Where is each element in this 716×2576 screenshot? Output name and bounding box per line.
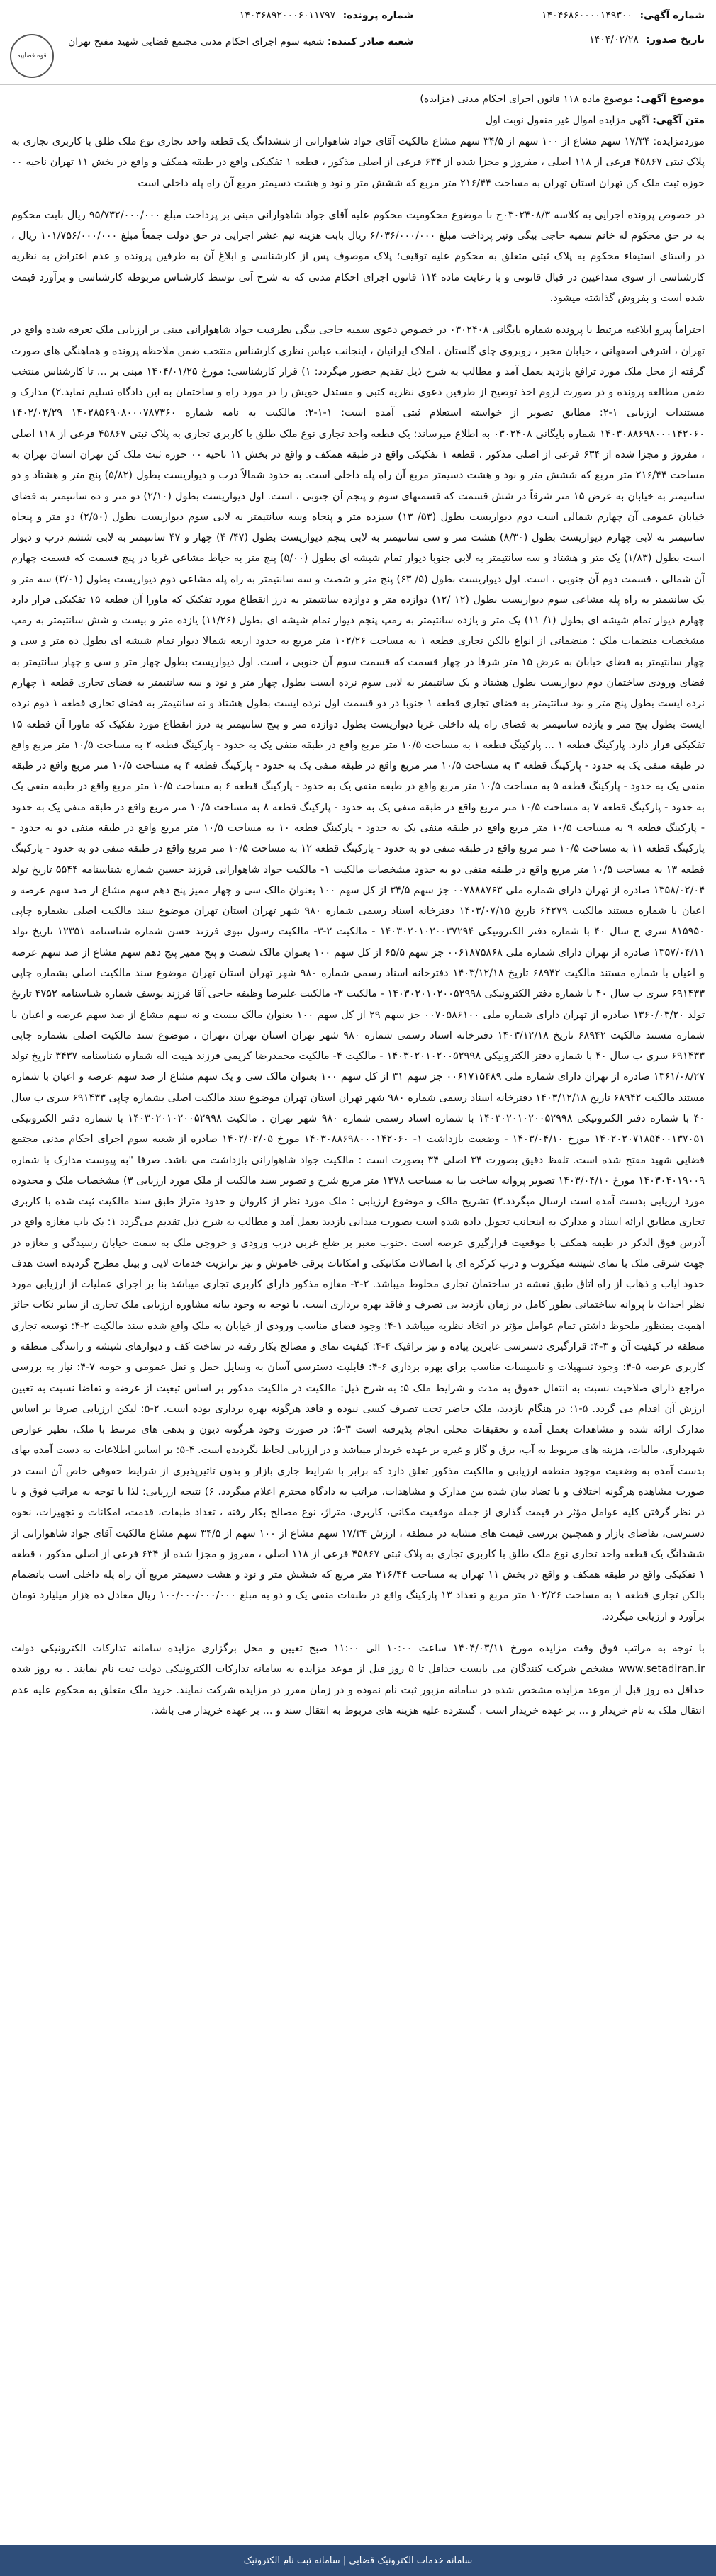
text-value: آگهی مزایده اموال غیر منقول نوبت اول [485, 115, 649, 126]
text-label: متن آگهی: [652, 115, 705, 126]
body-paragraph-expert-report: احتراماً پیرو ابلاغیه مرتبط با پرونده شماره بایگانی ۰۳۰۲۴۰۸ در خصوص دعوی سمیه حاجی بیگی بطرفیت جواد شاهوارانی مبنی بر ارزیابی ملک تعرفه شده واقع در تهران ، اشرفی اصفهانی ، خیابان مخبر ، روبروی چای گلستان ، املاک ایرانیان ، اینجانب عباس نظری کارشناس منتخب ضمن ملاحظه پرونده و هماهنگی های صورت گرفته از محل ملک مورد ترافع بازدید بعمل آمد و مطالب به شرح ذیل تقدیم حضور میگردد: ۱) قرار کارشناسی: مورخ ۱۴۰۴/۰۱/۲۵ مبنی بر ... تا کارشناس منتخب ضمن مطالعه پرونده و در صورت لزوم اخذ توضیح از طرفین دعوی نظریه کتبی و مستدل خویش را در مورد راه و ساختمان به این دادگاه تسلیم نماید.۲) مدارک و مستندات ارزیابی ۱-۲: مطابق تصویر از خواسته استعلام ثبتی آمده است: ۱-۱-۲: مالکیت به نامه شماره ۱۴۰۲۸۵۶۹۰۸۰۰۰۷۸۷۳۶۰ ۱۴۰۲/۰۳/۲۹ ۱۴۰۳۰۸۸۶۹۸۰۰۰۱۴۲۰۶۰ شماره بایگانی ۰۳۰۲۴۰۸ به اطلاع میرساند: یک قطعه واحد تجاری نوع ملک طلق با کاربری تجاری به پلاک ثبتی ۴۵۸۶۷ فرعی از ۱۱۸ اصلی ، مفروز و مجزا شده از ۶۳۴ فرعی از اصلی مذکور ، قطعه ۱ تفکیکی واقع در طبقه همکف و واقع در بخش ۱۱ ناحیه ۰۰ حوزه ثبت ملک کن تهران استان تهران به مساحت ۲۱۶/۴۴ متر مربع که ششش متر و نود و هشت دسیمتر مربع آن راه پله داخلی است. به حدود شمالاً درب و دیواریست بطول (۵/۸۲) پنج متر و هشتاد و دو سانتیمتر به خیابان به عرض ۱۵ متر شرقاً در شش قسمت که قسمتهای سوم و پنجم آن جنوبی ، است. اول دیواریست بطول (۲/۱۰) دو متر و ده سانتیمتر به فضای خیابان عمومی آن چهارم شمالی است دوم دیواریست بطول (۵۳/ ۱۳) سیزده متر و پنجاه وسه سانتیمتر به لابی سوم دیواریست بطول (۲/۵۰) دو متر و پنجاه سانتیمتر به لابی چهارم دیواریست بطول (۸/۳۰) هشت متر و سی سانتیمتر به لابی پنجم دیواریست بطول (۴۷/ ۴) چهار و ۴۷ سانتیمتر به لابی ششم درب و دیوار است بطول (۱/۸۳) یک متر و هشتاد و سه سانتیمتر به لابی جنوبا دیوار تمام شیشه ای بطول (۵/۰۰) پنج متر به حیاط مشاعی غربا در پنج قسمت که قسمت چهارم آن شمالی ، قسمت دوم آن جنوبی ، است. اول دیواریست بطول (۵/ ۶۳) پنج متر و شصت و سه سانتیمتر به راه پله مشاعی دوم دیواریست بطول (۳/۰۱) سه متر و یک سانتیمتر به راه پله مشاعی سوم دیواریست بطول (۱۲ /۱۲) دوازده متر و دوازده سانتیمتر به درز انقطاع مورد تفکیک که ماورا آن قطعه ۱۵ تفکیکی قرار دارد چهارم دیوار تمام شیشه ای بطول (۱/ ۱۱) یک متر و یازده سانتیمتر به رمپ پنجم دیوار تمام شیشه ای بطول (۱۱/۲۶) یازده متر و بیست و شش سانتیمتر به رمپ مشخصات منضمات ملک : منضماتی از انواع بالکن تجاری قطعه ۱ به مساحت ۱۰۲/۲۶ متر مربع به حدود اربعه شمالا دیوار تمام شیشه ای بطول ده متر و سی و چهار سانتیمتر به فضای خیابان به عرض ۱۵ متر شرقا در چهار قسمت که قسمت سوم آن جنوبی ، است. اول دیواریست بطول چهار متر و سی و چهار سانتیمتر به فضای ورودی ساختمان دوم دیواریست بطول هشتاد و یک سانتیمتر به لابی سوم نرده ایست بطول چهار متر و نود و سه سانتیمتر به فضای تجاری قطعه ۱ چهارم نرده ایست بطول پنج متر و نود سانتیمتر به فضای تجاری قطعه ۱ جنوبا در دو قسمت اول نرده ایست بطول هشتاد و نه سانتیمتر به فضای تجاری قطعه ۱ دوم نرده ایست بطول پنج متر و یازده سانتیمتر به فضای راه پله داخلی غربا دیواریست بطول دوازده متر و پنج سانتیمتر به درز انقطاع مورد تفکیک که ماورا آن قطعه ۱۵ تفکیکی قرار دارد. پارکینگ قطعه ۱ ... پارکینگ قطعه ۱ به مساحت ۱۰/۵ متر مربع واقع در طبقه منفی یک به حدود - پارکینگ قطعه ۲ به مساحت ۱۰/۵ متر مربع واقع در طبقه منفی یک به حدود - پارکینگ قطعه ۳ به مساحت ۱۰/۵ متر مربع واقع در طبقه منفی یک به حدود - پارکینگ قطعه ۴ به مساحت ۱۰/۵ متر مربع واقع در طبقه منفی یک به حدود - پارکینگ قطعه ۵ به مساحت ۱۰/۵ متر مربع واقع در طبقه منفی یک به حدود - پارکینگ قطعه ۶ به مساحت ۱۰/۵ متر مربع واقع در طبقه منفی یک به حدود - پارکینگ قطعه ۷ به مساحت ۱۰/۵ متر مربع واقع در طبقه منفی یک به حدود - پارکینگ قطعه ۸ به مساحت ۱۰/۵ متر مربع واقع در طبقه منفی یک به حدود - پارکینگ قطعه ۹ به مساحت ۱۰/۵ متر مربع واقع در طبقه منفی یک به حدود - پارکینگ قطعه ۱۰ به مساحت ۱۰/۵ متر مربع واقع در طبقه منفی دو به حدود - پارکینگ قطعه ۱۱ به مساحت ۱۰/۵ متر مربع واقع در طبقه منفی دو به حدود - پارکینگ قطعه ۱۲ به مساحت ۱۰/۵ متر مربع واقع در طبقه منفی دو به حدود - پارکینگ قطعه ۱۳ به مساحت ۱۰/۵ متر مربع واقع در طبقه منفی دو به حدود مشخصات مالکیت ۱- مالکیت جواد شاهوارانی فرزند حسین شماره شناسنامه ۵۵۴۴ تاریخ تولد ۱۳۵۸/۰۲/۰۴ صادره از تهران دارای شماره ملی ۰۰۷۸۸۸۷۶۳ جز سهم ۳۴/۵ از کل سهم ۱۰۰ بعنوان مالک سی و چهار ممیز پنج دهم سهم مشاع از صد سهم عرصه و اعیان با شماره مستند مالکیت ۶۴۲۷۹ تاریخ ۱۴۰۳/۰۷/۱۵ دفترخانه اسناد رسمی شماره ۹۸۰ شهر تهران استان تهران موضوع سند مالکیت اصلی بشماره چاپی ۸۱۵۹۵۰ سری ج سال ۴۰ با شماره دفتر الکترونیکی ۱۴۰۳۰۲۰۱۰۲۰۰۳۷۲۹۴ - مالکیت ۲-۳- مالکیت رسول نبوی فرزند حسن شماره شناسنامه ۱۲۳۵۱ تاریخ تولد ۱۳۵۷/۰۴/۱۱ صادره از تهران دارای شماره ملی ۰۰۶۱۸۷۵۸۶۸ جز سهم ۶۵/۵ از کل سهم ۱۰۰ بعنوان مالک شصت و پنج ممیز پنج دهم سهم مشاع از صد سهم عرصه و اعیان با شماره مستند مالکیت ۶۸۹۴۲ تاریخ ۱۴۰۳/۱۲/۱۸ دفترخانه اسناد رسمی شماره ۹۸۰ شهر تهران استان تهران موضوع سند مالکیت اصلی بشماره چاپی ۶۹۱۴۳۳ سری ب سال ۴۰ با شماره دفتر الکترونیکی ۱۴۰۳۰۲۰۱۰۲۰۰۵۲۹۹۸ - مالکیت ۳- مالکیت علیرضا وظیفه حاجی آقا فرزند یوسف شماره شناسنامه ۴۷۵۲ تاریخ تولد ۱۳۶۰/۰۳/۲۰ صادره از تهران دارای شماره ملی ۰۰۷۰۵۸۶۱۰۰ جز سهم ۲۹ از کل سهم ۱۰۰ بعنوان مالک بیست و نه سهم مشاع از صد سهم عرصه و اعیان با شماره مستند مالکیت ۶۸۹۴۲ تاریخ ۱۴۰۳/۱۲/۱۸ دفترخانه اسناد رسمی شماره ۹۸۰ شهر تهران استان تهران ،تهران ، موضوع سند مالکیت اصلی بشماره چاپی ۶۹۱۴۳۳ سری ب سال ۴۰ با شماره دفتر الکترونیکی ۱۴۰۳۰۲۰۱۰۲۰۰۵۲۹۹۸ - مالکیت ۴- مالکیت محمدرضا کریمی فرزند هیبت اله شماره شناسنامه ۳۴۳۷ تاریخ تولد ۱۳۶۱/۰۸/۲۷ صادره از تهران دارای شماره ملی ۰۰۶۱۷۱۵۴۸۹ جز سهم ۳۱ از کل سهم ۱۰۰ بعنوان مالک سی و یک سهم مشاع از صد سهم عرصه و اعیان با شماره مستند مالکیت ۶۸۹۴۲ تاریخ ۱۴۰۳/۱۲/۱۸ دفترخانه اسناد رسمی شماره ۹۸۰ شهر تهران استان تهران موضوع سند مالکیت اصلی بشماره چاپی ۶۹۱۴۳۳ سری ب سال ۴۰ با شماره دفتر الکترونیکی ۱۴۰۳۰۲۰۱۰۲۰۰۵۲۹۹۸ با شماره اسناد رسمی شماره ۹۸۰ شهر تهران . مالکیت ۱۴۰۳۰۲۰۱۰۲۰۰۵۲۹۹۸ با شماره دفتر الکترونیکی ۱۴۰۲۰۲۰۷۱۸۵۴۰۰۱۳۷۰۵۱ مورخ ۱۴۰۳/۰۴/۱۰ - وضعیت بازداشت ۱- ۱۴۰۳۰۸۸۶۹۸۰۰۰۱۴۲۰۶۰ مورخ ۱۴۰۲/۰۲/۰۵ صادره از شعبه سوم اجرای احکام مدنی مجتمع قضایی شهید مفتح شده است. تلفظ دقیق بصورت ۳۴ اصلی ۳۴ بصورت است : مالکیت جواد شاهوارانی بازداشت می باشد. صرفا "به پیوست مدارک با شماره ۱۴۰۳۰۴۰۱۹۰۰۹ مورخ ۱۴۰۳/۰۴/۱۰ تصویر پروانه ساخت بنا به مساحت ۱۳۷۸ متر مربع شرح و تصویر سند مالکیت از ملک مورد ارزیابی ۳) مشخصات ملک و محدوده مورد ارزیابی بدست آمده است ارسال میگردد.۳) تشریح مالک و موضوع ارزیابی : ملک مورد نظر از کاروان و حدود متراژ طبق سند مالکیت ثبت شده با کاربری تجاری مطابق ارائه اسناد و مدارک به اینجانب تحویل داده شده است بصورت میدانی بازدید بعمل آمد و مطالب به شرح ذیل تقدیم می‌گردد ۱: یک باب مغازه واقع در آدرس فوق الذکر در طبقه همکف با موقعیت قرارگیری عرصه است .جنوب معبر بر ضلع غربی درب ورودی و خروجی ملک به سمت خیابان رسیدگی و مغازه در جهت شرقی ملک با نمای شیشه میکروب و درب کرکره ای با اتصالات مکانیکی و امکانات برقی خاموش و نیز ترانزیت خدمات لایی و بیتل مطرح گردیده است هدف حدود ایاب و ذهاب از راه اتاق طبق نقشه در ساختمان تجاری مخلوط میباشد. ۲-۳- مغازه مذکور دارای کاربری تجاری میباشد بنا بر اجرای عملیات از ارزیابی مورد نظر احداث با پروانه ساختمانی بطور کامل در زمان بازدید بی تصرف و فاقد بهره برداری است. با توجه به وجود بیانه مشاوره ارزیابی ملک تجاری از سایر نکات حائز اهمیت بمنظور ملحوظ داشتن تمام عوامل مؤثر در اتخاذ نظریه میباشد ۱-۴: وجود فضای مناسب ورودی از خیابان به ملک واقع شده سند مالکیت ۲-۴: توسعه تجاری منطقه در کیفیت آن و ۳-۴: قرارگیری دسترسی عابرین پیاده و نیز ترافیک ۴-۴: کیفیت نمای و مصالح بکار رفته در ساخت کف و دیوارهای شیشه و رانندگی منطقه و کاربری عرصه ۵-۴: وجود تسهیلات و تاسیسات مناسب برای بهره برداری ۶-۴: قابلیت دسترسی آسان به وسایل حمل و نقل عمومی و حومه ۷-۴: نیاز به بررسی مراجع دارای صلاحیت نسبت به انتقال حقوق به مدت و شرایط ملک ۵: به شرح ذیل: مالکیت در مالکیت مذکور بر اساس تبعیت از عرضه و تقاضا نسبت به تعیین ارزش آن اقدام می گردد. ۵-۱: در هنگام بازدید، ملک حاضر تحت تصرف کسی نبوده و فاقد هرگونه بهره برداری بوده است. ۲-۵: لیکن ارزیابی صرفا بر اساس مدارک ارائه شده و مشاهدات بعمل آمده و تحقیقات محلی انجام پذیرفته است ۳-۵: در صورت وجود هرگونه دیون و بدهی های مرتبط با ملک، نظیر عوارض شهرداری، مالیات، هزینه های مربوط به آب، برق و گاز و غیره بر عهده خریدار میباشد و در ارزیابی لحاظ نگردیده است. ۴-۵: بر اساس اطلاعات به دست آمده بهای بدست آمده به وضعیت موجود منطقه ارزیابی و مالکیت مذکور تعلق دارد که برابر با شرایط جاری بازار و بدون تاثیرپذیری از شرایط حقوقی خاص آن است در صورت مشاهده هرگونه اختلاف و یا تضاد بیان شده بین مدارک و مشاهدات، مراتب به دادگاه محترم اعلام میگردد. ۶) نتیجه ارزیابی: لذا با توجه به مراتب فوق و با در نظر گرفتن کلیه عوامل مؤثر در قیمت گذاری از جمله موقعیت مکانی، کاربری، متراژ، نوع مصالح بکار رفته ، تعداد طبقات، قدمت، امکانات و تجهیزات، نحوه دسترسی، تقاضای بازار و همچنین بررسی قیمت های مشابه در منطقه ، ارزش ۱۷/۳۴ سهم مشاع از ۱۰۰ سهم از ۳۴/۵ سهم مشاع مالکیت آقای جواد شاهوارانی از ششدانگ یک قطعه واحد تجاری نوع ملک طلق با کاربری تجاری به پلاک ثبتی ۴۵۸۶۷ فرعی از ۱۱۸ اصلی ، مفروز و مجزا شده از ۶۳۴ فرعی از اصلی مذکور ، قطعه ۱ تفکیکی واقع در طبقه همکف و واقع در بخش ۱۱ تهران به مساحت ۲۱۶/۴۴ متر مربع که ششش متر و نود و هشت دسیمتر مربع آن راه پله داخلی است بانضمام بالکن تجاری قطعه ۱ به مساحت ۱۰۲/۲۶ متر مربع و تعداد ۱۳ پارکینگ واقع در طبقات منفی یک و دو به مبلغ ۱۰۰/۰۰۰/۰۰۰/۰۰۰ ریال معادل ده هزار میلیارد تومان برآورد و ارزیابی میگردد. [11, 324, 705, 1622]
case-number-field [68, 10, 413, 21]
footer-bar[interactable] [0, 2545, 716, 2576]
body-paragraph-case: در خصوص پرونده اجرایی به کلاسه ۰۳۰۲۴۰۸/۳ج با موضوع محکومیت محکوم علیه آقای جواد شاهوارانی مبنی بر پرداخت مبلغ ۹۵/۷۳۲/۰۰۰/۰۰۰ ریال بابت محکوم به در حق محکوم له خانم سمیه حاجی بیگی ونیز پرداخت مبلغ ۶/۰۳۶/۰۰۰/۰۰۰ ریال بابت هزینه نیم عشر اجرایی در حق دولت جمعاً مبلغ ۱۰۱/۷۵۶/۰۰۰/۰۰۰ ریال ، در راستای استیفاء محکوم به پلاک ثبتی متعلق به محکوم علیه توقیف؛ پلاک موصوف پس از کارشناسی و ابلاغ آن به طرفین پرونده و عدم اعتراض به نظریه کارشناسی از سوی متداعیین در قبال قانونی و با رعایت ماده ۱۱۴ قانون اجرای احکام مدنی که به شرح آتی توسط کارشناس مربوطه کارشناسی و برآورد قیمت شده است و بفروش گذاشته میشود. [11, 209, 705, 304]
judiciary-logo: قوه قضاییه [10, 34, 54, 78]
footer-text[interactable]: سامانه خدمات الکترونیک قضایی | سامانه ثبت نام الکترونیک [243, 2555, 473, 2566]
notice-text-heading [0, 105, 716, 129]
issue-date-label: تاریخ صدور: [646, 34, 705, 45]
issuer-field [68, 34, 413, 50]
case-number-label: شماره پرونده: [342, 10, 414, 21]
notice-header [0, 0, 716, 85]
issuer-value: شعبه سوم اجرای احکام مدنی مجتمع قضایی شهید مفتح تهران [68, 36, 325, 47]
case-number-value: ۱۴۰۳۶۸۹۲۰۰۰۶۰۱۱۷۹۷ [239, 10, 336, 21]
issuer-label: شعبه صادر کننده: [327, 36, 414, 47]
ad-number-value: ۱۴۰۴۶۸۶۰۰۰۰۱۴۹۳۰۰ [542, 10, 632, 21]
subject-label: موضوع آگهی: [636, 94, 705, 105]
body-paragraph-auction-time: با توجه به مراتب فوق وقت مزایده مورخ ۱۴۰۴/۰۳/۱۱ ساعت ۱۰:۰۰ الی ۱۱:۰۰ صبح تعیین و محل برگزاری مزایده سامانه تدارکات الکترونیکی دولت www.setadiran.ir مشخص شرکت کنندگان می بایست حداقل تا ۵ روز قبل از موعد مزایده به سامانه تدارکات الکترونیکی دولت ثبت نام نمایند . به روز شده حداقل ده روز قبل از موعد مزایده مشخص شده در سامانه مزبور ثبت نام نموده و در زمان مقرر در مزایده شرکت نمایند. خرید ملک متعلق به محکوم علیه عدم انتقال ملک به نام خریدار و ... بر عهده خریدار است . گسترده علیه هزینه های مربوط به انتقال سند و ... بر عهده خریدار می باشد. [11, 1642, 705, 1717]
issue-date-field [542, 34, 705, 45]
notice-body [0, 129, 716, 1722]
notice-subject [0, 85, 716, 105]
ad-number-field [542, 10, 705, 21]
ad-number-label: شماره آگهی: [639, 10, 705, 21]
body-paragraph-subject: موردمزایده: ۱۷/۳۴ سهم مشاع از ۱۰۰ سهم از ۳۴/۵ سهم مشاع مالکیت آقای جواد شاهوارانی از ششدانگ یک قطعه واحد تجاری نوع ملک طلق با کاربری تجاری به پلاک ثبتی ۴۵۸۶۷ فرعی از ۱۱۸ اصلی ، مفروز و مجزا شده از ۶۳۴ فرعی از اصلی مذکور ، قطعه ۱ تفکیکی واقع در طبقه همکف و واقع در بخش ۱۱ تهران ناحیه ۰۰ حوزه ثبت ملک کن تهران استان تهران به مساحت ۲۱۶/۴۴ متر مربع که ششش متر و نود و هشت دسیمتر مربع آن راه پله داخلی است [11, 136, 705, 189]
issue-date-value: ۱۴۰۴/۰۲/۲۸ [589, 34, 639, 45]
subject-value: موضوع ماده ۱۱۸ قانون اجرای احکام مدنی (مزایده) [420, 94, 634, 105]
